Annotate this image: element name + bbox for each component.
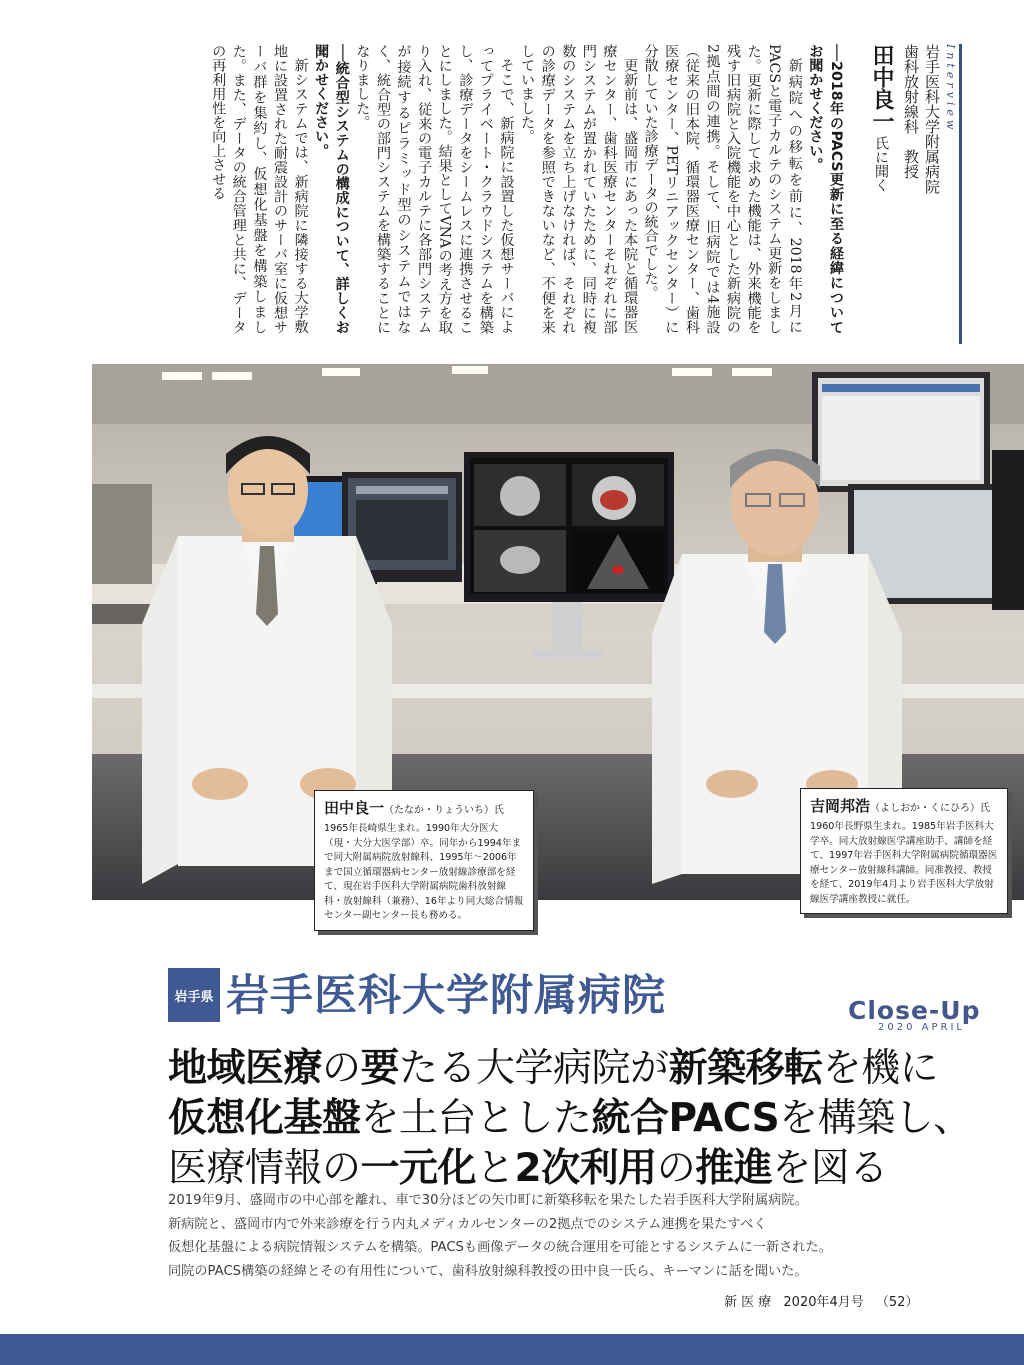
- magazine-name: 新 医 療: [724, 1295, 772, 1310]
- caption-name: 吉岡邦浩（よしおか・くにひろ）氏: [810, 797, 991, 815]
- closeup-date: 2020 APRIL: [878, 1022, 965, 1033]
- interviewee-name: 田中良一: [869, 44, 894, 132]
- affiliation-hospital: 岩手医科大学附属病院: [923, 44, 941, 194]
- caption-bio: 1965年長崎県生まれ。1990年大分医大（現・大分大医学部）卒。同年から1994年まで同大附属病院放射線科、1995年～2006年まで国立循環器病センター放射線診療部を経て、現在岩手医科大学附属病院歯科放射線科・放射線科（兼務）、16年より同大総合情報センター副センター長も務める。: [324, 823, 524, 921]
- question: ──統合型システムの構成について、詳しくお聞かせください。: [313, 44, 350, 334]
- caption-yoshioka: [800, 788, 1008, 914]
- lead-line: 2019年9月、盛岡市の中心部を離れ、車で30分ほどの矢巾町に新築移転を果たした岩手医科大学附属病院。: [168, 1193, 808, 1208]
- closeup-label: Close-Up: [848, 996, 981, 1025]
- lead-line: 同院のPACS構築の経緯とその有用性について、歯科放射線科教授の田中良一氏ら、キーマンに話を聞いた。: [168, 1263, 808, 1279]
- paragraph: 新病院への移転を前に、2018年2月にPACSと電子カルテのシステム更新をしました。更新に際して求めた機能は、外来機能を残す旧病院と入院機能を中心とした新病院の2拠点間の連携。そして、旧病院では4施設（従来の旧本院、循環器医療センター、歯科医療センター、PETリニアックセンター）に分散していた診療データの統合でした。: [642, 44, 803, 334]
- caption-bio: 1960年長野県生まれ。1985年岩手医科大学卒。同大放射線医学講座助手、講師を経て、1997年岩手医科大学附属病院循環器医療センター放射線科講師。同准教授、教授を経て、2019年4月より岩手医科大学放射線医学講座教授に就任。: [810, 821, 998, 905]
- paragraph: 更新前は、盛岡市にあった本院と循環器医療センター、歯科医療センターそれぞれに部門システムが置かれていたために、同時に複数のシステムを立ち上げなければ、それぞれの診療データを参照できないなど、不便を来していました。: [519, 44, 639, 334]
- page-number: （52）: [875, 1295, 919, 1310]
- interviewee-suffix: 氏に聞く: [873, 136, 889, 192]
- question: ──2018年のPACS更新に至る経緯についてお聞かせください。: [807, 44, 844, 334]
- caption-reading: （たなか・りょういち）氏: [384, 805, 505, 816]
- headline-line-1: 地域医療の要たる大学病院が新築移転を機に: [168, 1046, 939, 1091]
- prefecture-badge: 岩手県: [168, 968, 220, 1022]
- interview-label: Interview: [944, 44, 962, 344]
- affiliation-title: 歯科放射線科 教授: [902, 44, 920, 179]
- lead-paragraph: [168, 1189, 948, 1283]
- interviewee-name-block: [866, 44, 897, 192]
- caption-tanaka: [314, 790, 534, 931]
- lead-line: 仮想化基盤による病院情報システムを構築。PACSも画像データの統合運用を可能とするシステムに一新された。: [168, 1240, 832, 1256]
- headline-line-3: 医療情報の一元化と2次利用の推進を図る: [168, 1146, 888, 1191]
- bottom-color-bar: [0, 1334, 1024, 1365]
- paragraph: 新システムでは、新病院に隣接する大学敷地に設置された耐震設計のサーバ室に仮想サーバ群を集約し、仮想化基盤を構築しました。また、データの統合管理と共に、データの再利用性を向上させる: [210, 44, 309, 334]
- page-footer: [724, 1291, 926, 1310]
- affiliation: [900, 44, 942, 214]
- paragraph: そこで、新病院に設置した仮想サーバによってプライベート・クラウドシステムを構築し、診療データをシームレスに連携させることにしました。結果としてVNAの考え方を取り入れ、従来の電子カルテに各部門システムが接続するピラミッド型のシステムではなく、統合型の部門システムを構築することになりました。: [354, 44, 515, 334]
- article-body: [86, 44, 846, 334]
- headline-line-2: 仮想化基盤を土台とした統合PACSを構築し、: [168, 1096, 972, 1141]
- caption-name: 田中良一（たなか・りょういち）氏: [324, 799, 505, 817]
- issue-label: 2020年4月号: [783, 1295, 864, 1310]
- caption-reading: （よしおか・くにひろ）氏: [870, 803, 991, 814]
- lead-line: 新病院と、盛岡市内で外来診療を行う内丸メディカルセンターの2拠点でのシステム連携を果たすべく: [168, 1216, 767, 1232]
- hospital-title: 岩手医科大学附属病院: [226, 971, 666, 1021]
